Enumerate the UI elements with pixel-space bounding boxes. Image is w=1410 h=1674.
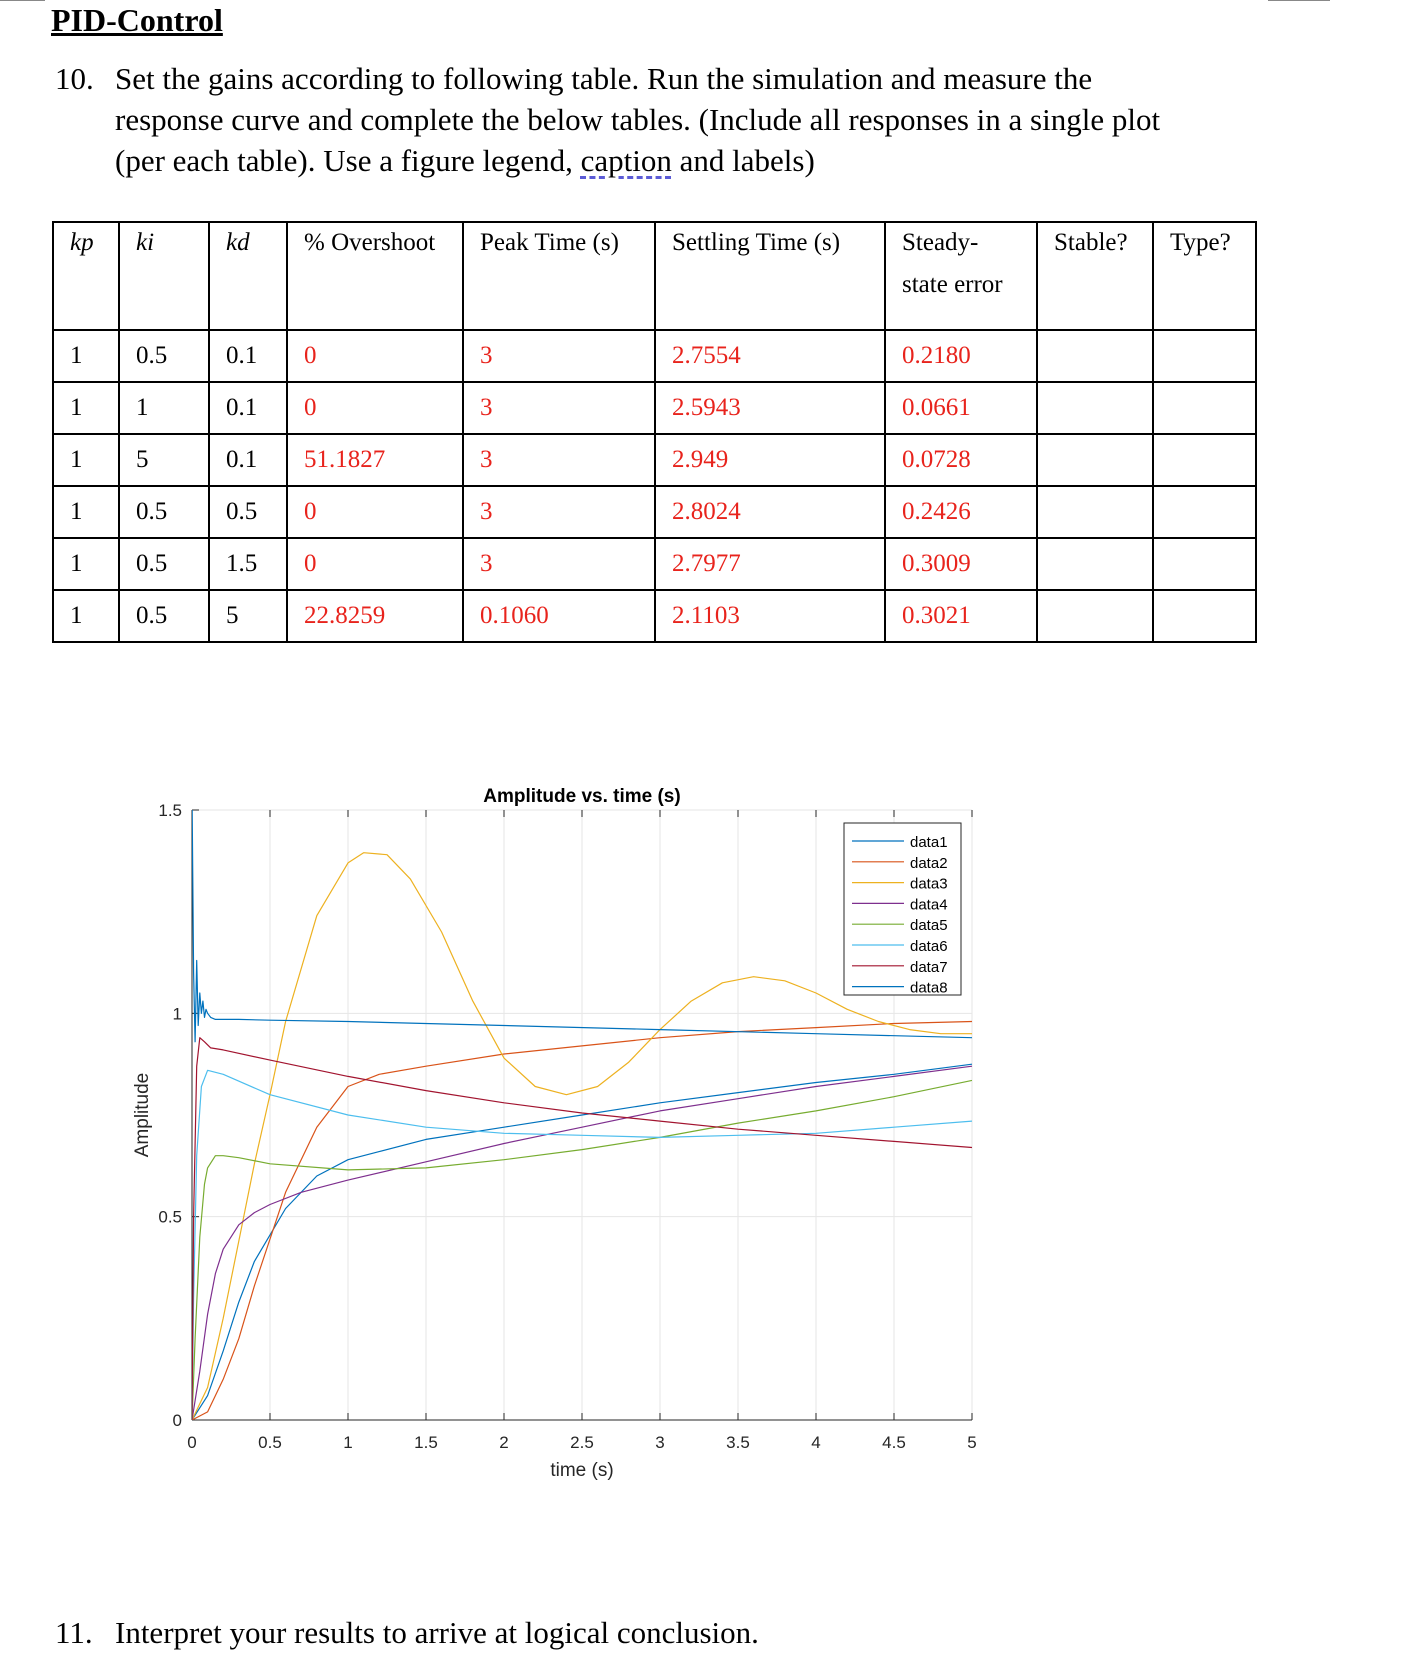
gains-results-table: [52, 221, 1257, 643]
table-row: [53, 382, 1256, 434]
table-cell: 0.5: [119, 486, 209, 538]
header-kd: kd: [209, 222, 287, 330]
table-cell: 3: [463, 486, 655, 538]
x-axis-label: time (s): [550, 1460, 614, 1481]
y-axis-label: Amplitude: [132, 1072, 153, 1158]
header-steady-state-error: [885, 222, 1037, 330]
x-tick-label: 5: [967, 1433, 977, 1452]
legend-entry: data8: [910, 979, 948, 997]
table-cell: 0.1: [209, 382, 287, 434]
table-cell: 2.949: [655, 434, 885, 486]
table-cell[interactable]: [1037, 382, 1153, 434]
table-cell: 0.3009: [885, 538, 1037, 590]
table-row: [53, 486, 1256, 538]
header-steady-line1: Steady-: [902, 229, 979, 256]
x-tick-label: 0: [187, 1433, 197, 1452]
table-cell: 1.5: [209, 538, 287, 590]
y-tick-label: 1: [172, 1004, 182, 1024]
table-cell: 2.1103: [655, 590, 885, 642]
header-type: Type?: [1153, 222, 1256, 330]
table-cell: 0.3021: [885, 590, 1037, 642]
table-cell: 0.5: [119, 538, 209, 590]
table-cell: 0: [287, 486, 463, 538]
table-cell: 2.7977: [655, 538, 885, 590]
chart-title: Amplitude vs. time (s): [483, 786, 681, 807]
table-cell: 5: [209, 590, 287, 642]
table-cell: 1: [53, 434, 119, 486]
table-cell: 1: [53, 330, 119, 382]
table-row: [53, 330, 1256, 382]
x-tick-label: 2: [499, 1433, 509, 1452]
caption-word: caption: [580, 143, 672, 178]
question-number: 10.: [55, 61, 94, 96]
y-tick-label: 0: [172, 1411, 182, 1430]
question-text-part: Set the gains according to following table. Run the simulation and measure the response curve and complete the below tables. (Include all responses in a single plot (per each table). Use a figure legend,: [115, 61, 1161, 178]
table-cell: 0.1060: [463, 590, 655, 642]
table-cell[interactable]: [1153, 434, 1256, 486]
table-cell: 3: [463, 538, 655, 590]
table-header-row: [53, 222, 1256, 330]
table-cell[interactable]: [1037, 434, 1153, 486]
table-cell[interactable]: [1037, 330, 1153, 382]
table-row: [53, 590, 1256, 642]
table-cell: 0.1: [209, 330, 287, 382]
table-cell: 51.1827: [287, 434, 463, 486]
table-cell: 0.2426: [885, 486, 1037, 538]
table-cell: 0.5: [119, 330, 209, 382]
table-cell: 0: [287, 382, 463, 434]
table-cell[interactable]: [1153, 382, 1256, 434]
table-cell: 1: [53, 590, 119, 642]
legend-entry: data5: [910, 917, 948, 935]
x-tick-label: 0.5: [258, 1433, 282, 1452]
header-settling-time: Settling Time (s): [655, 222, 885, 330]
y-tick-label: 1.5: [158, 801, 182, 820]
question-text-part: and labels): [671, 143, 815, 178]
table-cell: 0.5: [209, 486, 287, 538]
table-cell[interactable]: [1153, 590, 1256, 642]
x-tick-label: 2.5: [570, 1433, 594, 1452]
table-row: [53, 538, 1256, 590]
table-cell: 3: [463, 434, 655, 486]
table-cell: 5: [119, 434, 209, 486]
legend-entry: data7: [910, 958, 948, 976]
table-cell: 0.5: [119, 590, 209, 642]
table-cell: 1: [53, 538, 119, 590]
x-tick-label: 1.5: [414, 1433, 438, 1452]
table-cell: 1: [53, 382, 119, 434]
legend-entry: data3: [910, 875, 948, 893]
header-ki: ki: [119, 222, 209, 330]
legend-entry: data2: [910, 854, 948, 872]
table-cell: 0.2180: [885, 330, 1037, 382]
table-cell: 0.0661: [885, 382, 1037, 434]
table-cell: 22.8259: [287, 590, 463, 642]
table-cell: 0.1: [209, 434, 287, 486]
x-tick-label: 3: [655, 1433, 665, 1452]
y-tick-label: 0.5: [158, 1207, 182, 1227]
table-cell[interactable]: [1153, 538, 1256, 590]
table-cell: 0.0728: [885, 434, 1037, 486]
x-tick-label: 1: [343, 1433, 353, 1452]
top-rule-left: [0, 0, 45, 1]
table-cell: 1: [53, 486, 119, 538]
table-cell: 1: [119, 382, 209, 434]
question-text: [115, 58, 1195, 181]
table-cell: 0: [287, 538, 463, 590]
header-steady-line2: state error: [902, 271, 1003, 298]
table-cell: 2.5943: [655, 382, 885, 434]
section-heading: PID-Control: [51, 2, 223, 38]
header-peak-time: Peak Time (s): [463, 222, 655, 330]
table-cell[interactable]: [1037, 538, 1153, 590]
table-cell[interactable]: [1153, 330, 1256, 382]
table-row: [53, 434, 1256, 486]
table-cell[interactable]: [1037, 486, 1153, 538]
question-number: 11.: [55, 1615, 93, 1650]
legend-entry: data6: [910, 938, 948, 955]
response-chart: [120, 785, 1050, 1545]
top-rule-right: [1268, 0, 1330, 1]
x-tick-label: 3.5: [726, 1433, 750, 1452]
question-text: Interpret your results to arrive at logical conclusion.: [115, 1615, 759, 1650]
x-tick-label: 4: [811, 1433, 821, 1452]
x-tick-label: 4.5: [882, 1433, 906, 1452]
legend-entry: data4: [910, 896, 948, 914]
table-cell: 3: [463, 330, 655, 382]
table-cell: 2.8024: [655, 486, 885, 538]
legend-entry: data1: [910, 834, 948, 851]
table-cell[interactable]: [1153, 486, 1256, 538]
table-cell[interactable]: [1037, 590, 1153, 642]
table-cell: 0: [287, 330, 463, 382]
header-kp: kp: [53, 222, 119, 330]
header-overshoot: % Overshoot: [287, 222, 463, 330]
table-cell: 2.7554: [655, 330, 885, 382]
table-cell: 3: [463, 382, 655, 434]
header-stable: Stable?: [1037, 222, 1153, 330]
